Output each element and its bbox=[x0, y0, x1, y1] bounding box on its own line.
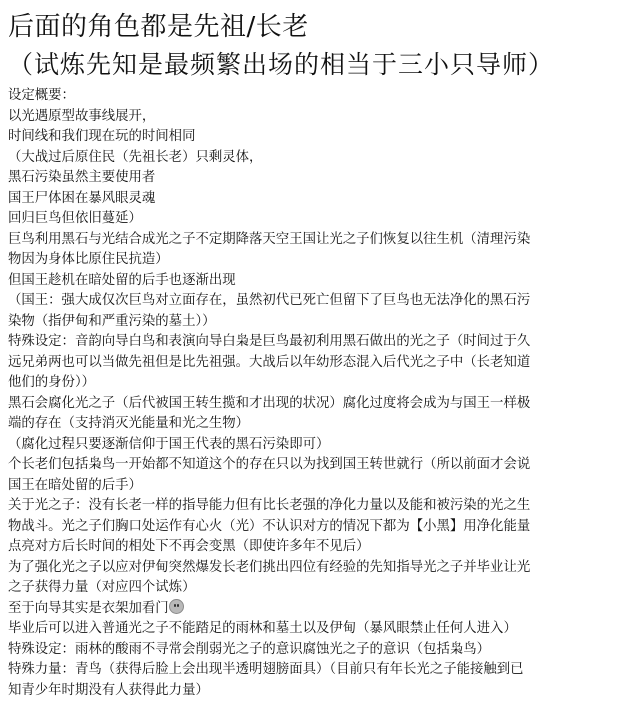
body-line: 物因为身体比原住民抗造） bbox=[8, 250, 630, 271]
body-line: （国王：强大成仅次巨鸟对立面存在，虽然初代已死亡但留下了巨鸟也无法净化的黑石污 bbox=[8, 291, 630, 312]
body-line: 特殊设定：雨林的酸雨不寻常会削弱光之子的意识腐蚀光之子的意识（包括枭鸟） bbox=[8, 640, 630, 661]
body-line: 设定概要： bbox=[8, 86, 630, 107]
body-line: 远兄弟两也可以当做先祖但是比先祖强。大战后以年幼形态混入后代光之子中（长老知道 bbox=[8, 353, 630, 374]
body-line: 回归巨鸟但依旧蔓延） bbox=[8, 209, 630, 230]
body-line: （大战过后原住民（先祖长老）只剩灵体， bbox=[8, 148, 630, 169]
body-line: 黑石会腐化光之子（后代被国王转生揽和才出现的状况）腐化过度将会成为与国王一样极 bbox=[8, 394, 630, 415]
body-line: 染物（指伊甸和严重污染的墓土）） bbox=[8, 312, 630, 333]
body-line: 关于光之子：没有长老一样的指导能力但有比长老强的净化力量以及能和被污染的光之生 bbox=[8, 496, 630, 517]
body-line: 点亮对方后长时间的相处下不再会变黑（即使许多年不见后） bbox=[8, 537, 630, 558]
title-line-2: （试炼先知是最频繁出场的相当于三小只导师） bbox=[8, 46, 630, 84]
body-line-with-emoji bbox=[8, 599, 630, 620]
body-line: 国王尸体困在暴风眼灵魂 bbox=[8, 189, 630, 210]
body-line: 之子获得力量（对应四个试炼） bbox=[8, 578, 630, 599]
document-body bbox=[8, 86, 630, 701]
body-line-text: 至于向导其实是衣架加看门 bbox=[8, 601, 169, 616]
body-line: 特殊设定：音韵向导白鸟和表演向导白枭是巨鸟最初利用黑石做出的光之子（时间过于久 bbox=[8, 332, 630, 353]
body-line: 巨鸟利用黑石与光结合成光之子不定期降落天空王国让光之子们恢复以往生机（清理污染 bbox=[8, 230, 630, 251]
body-line: 特殊力量：青鸟（获得后脸上会出现半透明翅膀面具）（目前只有年长光之子能接触到已 bbox=[8, 660, 630, 681]
body-line: 端的存在（支持消灭光能量和光之生物） bbox=[8, 414, 630, 435]
body-line: 他们的身份）） bbox=[8, 373, 630, 394]
body-line: 为了强化光之子以应对伊甸突然爆发长老们挑出四位有经验的先知指导光之子并毕业让光 bbox=[8, 558, 630, 579]
body-line: 个长老们包括枭鸟一开始都不知道这个的存在只以为找到国王转世就行（所以前面才会说 bbox=[8, 455, 630, 476]
body-line: 但国王趁机在暗处留的后手也逐渐出现 bbox=[8, 271, 630, 292]
body-line: 知青少年时期没有人获得此力量） bbox=[8, 681, 630, 701]
body-line: 黑石污染虽然主要使用者 bbox=[8, 168, 630, 189]
body-line: 毕业后可以进入普通光之子不能踏足的雨林和墓土以及伊甸（暴风眼禁止任何人进入） bbox=[8, 619, 630, 640]
body-line: 物战斗。光之子们胸口处运作有心火（光）不认识对方的情况下都为【小黑】用净化能量 bbox=[8, 517, 630, 538]
body-line: 国王在暗处留的后手） bbox=[8, 476, 630, 497]
grimace-emoji-icon bbox=[169, 599, 184, 614]
title-line-1: 后面的角色都是先祖/长老 bbox=[8, 8, 630, 46]
body-line: （腐化过程只要逐渐信仰于国王代表的黑石污染即可） bbox=[8, 435, 630, 456]
body-line: 以光遇原型故事线展开， bbox=[8, 107, 630, 128]
body-line: 时间线和我们现在玩的时间相同 bbox=[8, 127, 630, 148]
